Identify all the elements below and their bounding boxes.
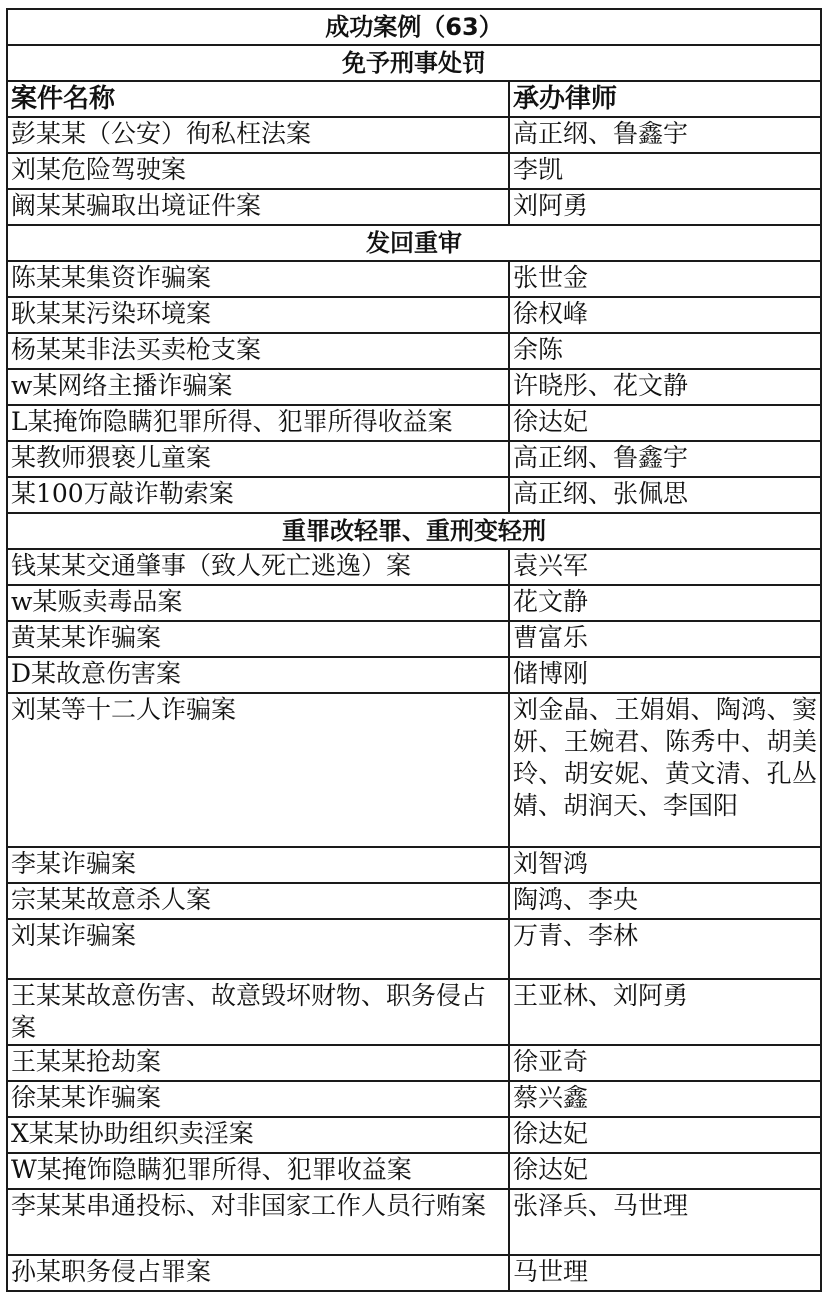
case-name-cell: 徐某某诈骗案 bbox=[7, 1081, 509, 1117]
case-name-cell: 耿某某污染环境案 bbox=[7, 297, 509, 333]
table-title: 成功案例（63） bbox=[7, 9, 821, 45]
table-row bbox=[7, 549, 821, 585]
case-name-cell: 彭某某（公安）徇私枉法案 bbox=[7, 117, 509, 153]
cases-table bbox=[6, 8, 822, 1292]
case-name-cell: 某教师猥亵儿童案 bbox=[7, 441, 509, 477]
section-heading: 重罪改轻罪、重刑变轻刑 bbox=[7, 513, 821, 549]
table-row bbox=[7, 405, 821, 441]
lawyer-cell: 徐达妃 bbox=[509, 405, 821, 441]
case-name-cell: 李某某串通投标、对非国家工作人员行贿案 bbox=[7, 1189, 509, 1255]
table-row bbox=[7, 1255, 821, 1291]
lawyer-cell: 万青、李林 bbox=[509, 919, 821, 979]
table-row bbox=[7, 621, 821, 657]
case-name-cell: W某掩饰隐瞒犯罪所得、犯罪收益案 bbox=[7, 1153, 509, 1189]
table-row bbox=[7, 883, 821, 919]
section-heading-row bbox=[7, 225, 821, 261]
case-name-header: 案件名称 bbox=[7, 81, 509, 117]
lawyer-cell: 张世金 bbox=[509, 261, 821, 297]
lawyer-cell: 花文静 bbox=[509, 585, 821, 621]
lawyer-cell: 徐达妃 bbox=[509, 1153, 821, 1189]
case-name-cell: 王某某抢劫案 bbox=[7, 1045, 509, 1081]
lawyer-cell: 王亚林、刘阿勇 bbox=[509, 979, 821, 1045]
lawyer-cell: 许晓彤、花文静 bbox=[509, 369, 821, 405]
case-name-cell: D某故意伤害案 bbox=[7, 657, 509, 693]
case-name-cell: 刘某等十二人诈骗案 bbox=[7, 693, 509, 847]
table-row bbox=[7, 1081, 821, 1117]
case-name-cell: 杨某某非法买卖枪支案 bbox=[7, 333, 509, 369]
table-row bbox=[7, 153, 821, 189]
lawyer-cell: 刘阿勇 bbox=[509, 189, 821, 225]
lawyer-cell: 储博刚 bbox=[509, 657, 821, 693]
table-row bbox=[7, 117, 821, 153]
case-name-cell: w某贩卖毒品案 bbox=[7, 585, 509, 621]
table-row bbox=[7, 1045, 821, 1081]
case-name-cell: 孙某职务侵占罪案 bbox=[7, 1255, 509, 1291]
table-row bbox=[7, 297, 821, 333]
lawyer-cell: 徐权峰 bbox=[509, 297, 821, 333]
case-name-cell: 刘某危险驾驶案 bbox=[7, 153, 509, 189]
table-row bbox=[7, 979, 821, 1045]
case-name-cell: 王某某故意伤害、故意毁坏财物、职务侵占案 bbox=[7, 979, 509, 1045]
case-name-cell: L某掩饰隐瞒犯罪所得、犯罪所得收益案 bbox=[7, 405, 509, 441]
lawyer-cell: 刘智鸿 bbox=[509, 847, 821, 883]
table-row bbox=[7, 1153, 821, 1189]
lawyer-cell: 蔡兴鑫 bbox=[509, 1081, 821, 1117]
section-heading-row bbox=[7, 513, 821, 549]
lawyer-cell: 高正纲、鲁鑫宇 bbox=[509, 441, 821, 477]
lawyer-cell: 张泽兵、马世理 bbox=[509, 1189, 821, 1255]
table-row bbox=[7, 919, 821, 979]
lawyer-cell: 曹富乐 bbox=[509, 621, 821, 657]
case-name-cell: 黄某某诈骗案 bbox=[7, 621, 509, 657]
lawyer-cell: 陶鸿、李央 bbox=[509, 883, 821, 919]
case-name-cell: 某100万敲诈勒索案 bbox=[7, 477, 509, 513]
table-title-row bbox=[7, 9, 821, 45]
table-row bbox=[7, 693, 821, 847]
section-heading: 免予刑事处罚 bbox=[7, 45, 821, 81]
lawyer-cell: 高正纲、张佩思 bbox=[509, 477, 821, 513]
table-row bbox=[7, 1189, 821, 1255]
lawyer-header: 承办律师 bbox=[509, 81, 821, 117]
case-name-cell: 钱某某交通肇事（致人死亡逃逸）案 bbox=[7, 549, 509, 585]
lawyer-cell: 徐达妃 bbox=[509, 1117, 821, 1153]
lawyer-cell: 刘金晶、王娟娟、陶鸿、窦妍、王婉君、陈秀中、胡美玲、胡安妮、黄文清、孔丛婧、胡润天、李国阳 bbox=[509, 693, 821, 847]
case-name-cell: 刘某诈骗案 bbox=[7, 919, 509, 979]
table-row bbox=[7, 1117, 821, 1153]
lawyer-cell: 袁兴军 bbox=[509, 549, 821, 585]
column-header-row bbox=[7, 81, 821, 117]
section-heading: 发回重审 bbox=[7, 225, 821, 261]
table-row bbox=[7, 189, 821, 225]
case-name-cell: 宗某某故意杀人案 bbox=[7, 883, 509, 919]
lawyer-cell: 马世理 bbox=[509, 1255, 821, 1291]
section-heading-row bbox=[7, 45, 821, 81]
case-name-cell: w某网络主播诈骗案 bbox=[7, 369, 509, 405]
case-name-cell: 李某诈骗案 bbox=[7, 847, 509, 883]
case-name-cell: X某某协助组织卖淫案 bbox=[7, 1117, 509, 1153]
table-row bbox=[7, 333, 821, 369]
case-name-cell: 陈某某集资诈骗案 bbox=[7, 261, 509, 297]
table-row bbox=[7, 369, 821, 405]
table-row bbox=[7, 657, 821, 693]
cases-document bbox=[6, 8, 820, 1292]
table-row bbox=[7, 441, 821, 477]
table-row bbox=[7, 477, 821, 513]
lawyer-cell: 高正纲、鲁鑫宇 bbox=[509, 117, 821, 153]
table-row bbox=[7, 847, 821, 883]
lawyer-cell: 余陈 bbox=[509, 333, 821, 369]
table-row bbox=[7, 585, 821, 621]
lawyer-cell: 李凯 bbox=[509, 153, 821, 189]
case-name-cell: 阚某某骗取出境证件案 bbox=[7, 189, 509, 225]
table-row bbox=[7, 261, 821, 297]
lawyer-cell: 徐亚奇 bbox=[509, 1045, 821, 1081]
